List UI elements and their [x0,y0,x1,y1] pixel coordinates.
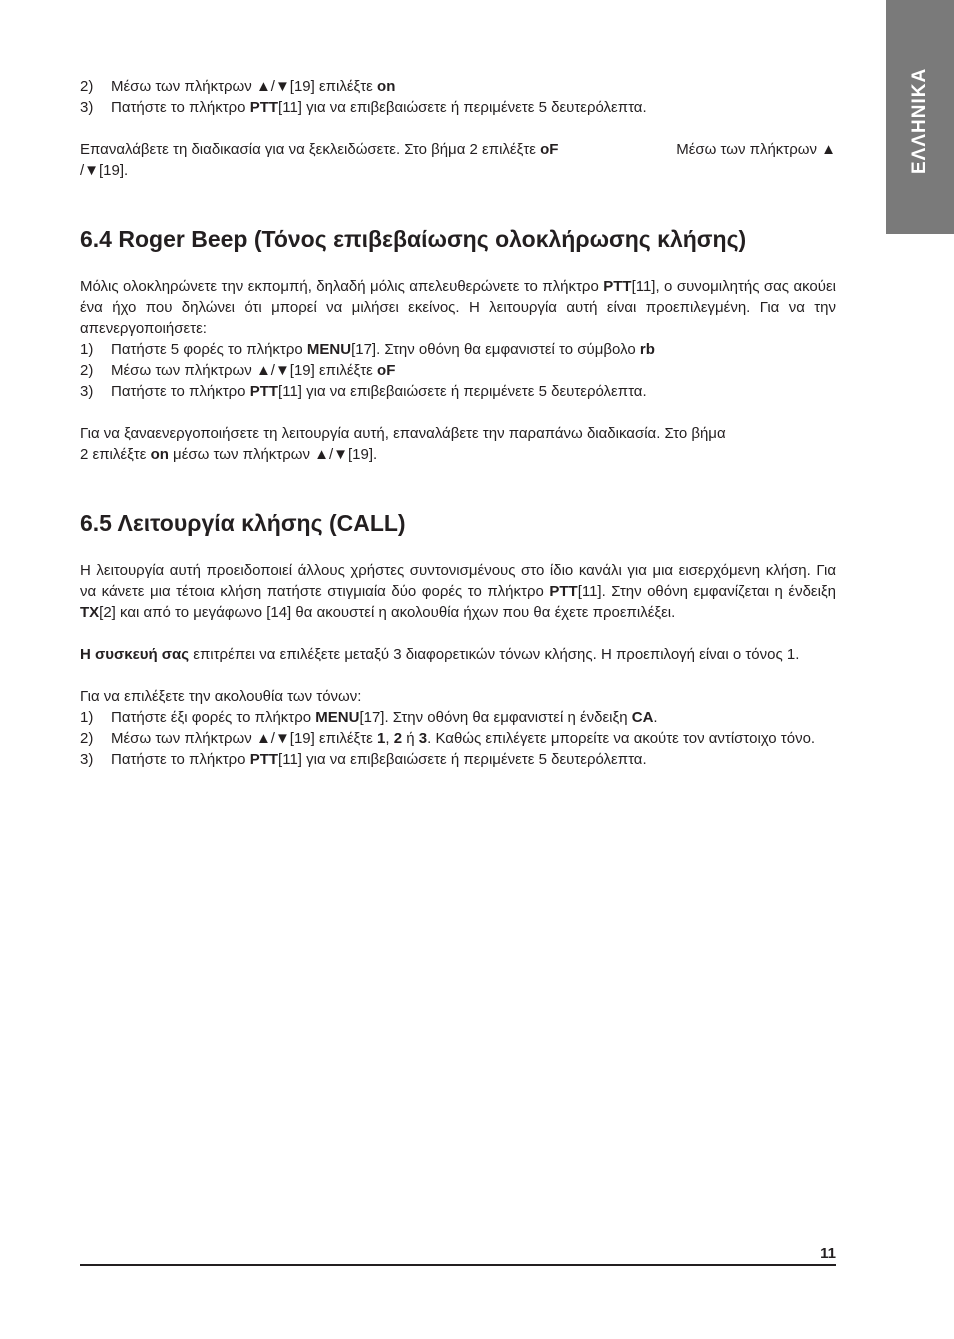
unlock-paragraph-cont: /▼[19]. [80,162,129,179]
section-heading-6-4: 6.4 Roger Beep (Τόνος επιβεβαίωσης ολοκλήρωσης κλήσης) [80,226,747,252]
list-number: 2) [80,78,94,95]
page-content [80,76,836,770]
paragraph: Μόλις ολοκληρώνετε την εκπομπή, δηλαδή μόλις απελευθερώνετε το πλήκτρο PTT[11], ο συνομιλητής σας ακούει ένα ήχο που δηλώνει ότι μπορεί να μιλήσει εκείνος. Η λειτουργία αυτή είναι προεπιλεγμένη. Για να την απενεργοποιήσετε: [80,278,836,337]
unlock-paragraph: Επαναλάβετε τη διαδικασία για να ξεκλειδώσετε. Στο βήμα 2 επιλέξτε oF Μέσω των πλήκτρων ▲ [80,141,836,158]
language-tab [886,0,954,234]
list-item: 1) Πατήστε 5 φορές το πλήκτρο MENU[17]. Στην οθόνη θα εμφανιστεί το σύμβολο rb [80,341,655,358]
paragraph: Για να επιλέξετε την ακολουθία των τόνων: [80,688,362,705]
list-item: 3) Πατήστε το πλήκτρο PTT[11] για να επιβεβαιώσετε ή περιμένετε 5 δευτερόλεπτα. [80,751,647,768]
list-text: Μέσω των πλήκτρων ▲/▼[19] επιλέξτε on [111,78,396,95]
paragraph-cont: 2 επιλέξτε on μέσω των πλήκτρων ▲/▼[19]. [80,446,378,463]
list-item [80,97,836,118]
list-item: 1) Πατήστε έξι φορές το πλήκτρο MENU[17]. Στην οθόνη θα εμφανιστεί η ένδειξη CA. [80,709,658,726]
footer-rule [80,1264,836,1266]
list-text: Πατήστε το πλήκτρο PTT[11] για να επιβεβαιώσετε ή περιμένετε 5 δευτερόλεπτα. [111,99,647,116]
page-number: 11 [820,1245,836,1262]
paragraph: Για να ξαναενεργοποιήσετε τη λειτουργία αυτή, επαναλάβετε την παραπάνω διαδικασία. Στο βήμα [80,425,726,442]
language-tab-label: ΕΛΛΗΝΙΚΑ [909,68,930,175]
list-number: 3) [80,99,94,116]
paragraph: Η συσκευή σας επιτρέπει να επιλέξετε μεταξύ 3 διαφορετικών τόνων κλήσης. Η προεπιλογή είναι ο τόνος 1. [80,646,800,663]
list-item: 2) Μέσω των πλήκτρων ▲/▼[19] επιλέξτε 1, 2 ή 3. Καθώς επιλέγετε μπορείτε να ακούτε τον αντίστοιχο τόνο. [80,730,816,747]
list-item: 3) Πατήστε το πλήκτρο PTT[11] για να επιβεβαιώσετε ή περιμένετε 5 δευτερόλεπτα. [80,383,647,400]
paragraph: Η λειτουργία αυτή προειδοποιεί άλλους χρήστες συντονισμένους στο ίδιο κανάλι για μια εισερχόμενη κλήση. Για να κάνετε μια τέτοια κλήση πατήστε στιγμιαία δύο φορές το πλήκτρο PTT[11]. Στην οθόνη εμφανίζεται η ένδειξη TX[2] και από το μεγάφωνο [14] θα ακουστεί η ακολουθία ήχων που θα έχετε προεπιλέξει. [80,562,837,621]
section-heading-6-5: 6.5 Λειτουργία κλήσης (CALL) [80,510,406,536]
list-item [80,76,836,97]
list-item: 2) Μέσω των πλήκτρων ▲/▼[19] επιλέξτε oF [80,362,396,379]
